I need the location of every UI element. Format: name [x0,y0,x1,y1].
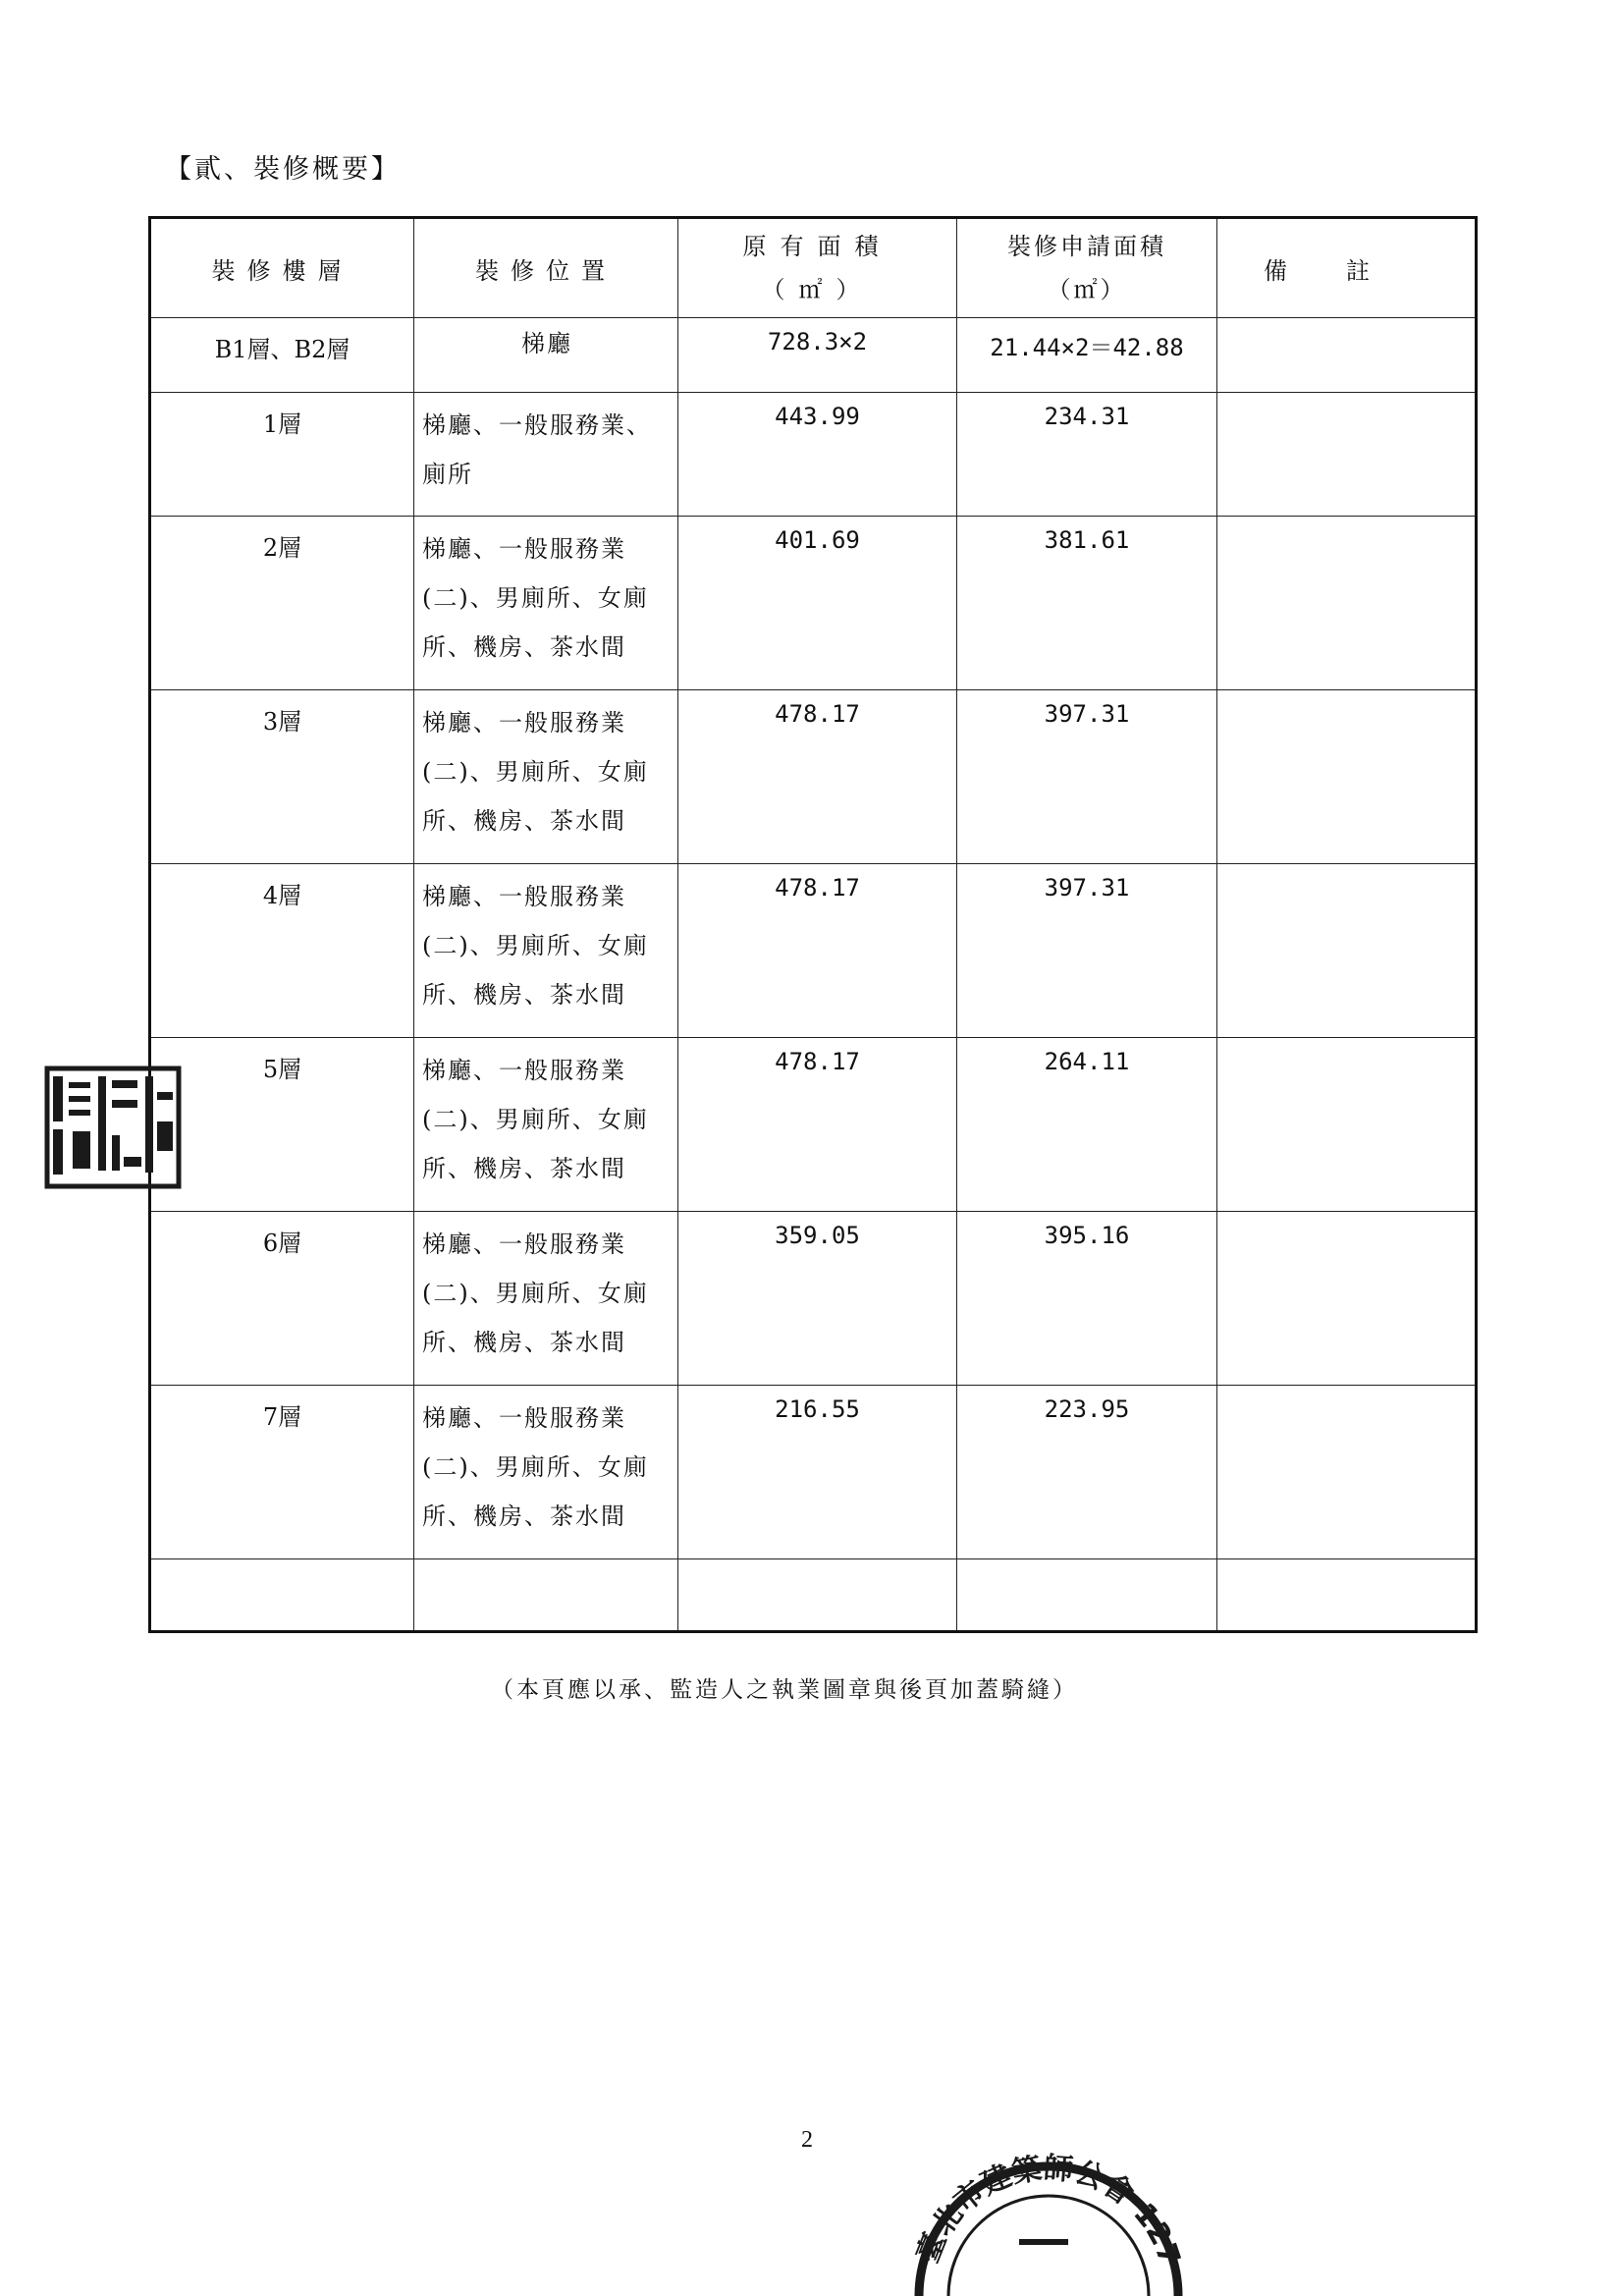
location-cell: 梯廳、一般服務業(二)、男廁所、女廁所、機房、茶水間 [414,1038,678,1212]
table-row [150,864,1477,1038]
floor-cell [150,1559,414,1632]
remarks-cell [1217,1212,1477,1386]
applied-area-cell: 223.95 [957,1386,1217,1559]
floor-cell: 1層 [150,393,414,517]
remarks-cell [1217,1559,1477,1632]
location-cell: 梯廳、一般服務業(二)、男廁所、女廁所、機房、茶水間 [414,690,678,864]
table-row [150,1212,1477,1386]
floor-cell: 3層 [150,690,414,864]
remarks-cell [1217,690,1477,864]
applied-area-cell: 395.16 [957,1212,1217,1386]
location-cell: 梯廳、一般服務業、廁所 [414,393,678,517]
floor-cell: 7層 [150,1386,414,1559]
header-applied-area-unit: （㎡） [1047,276,1127,303]
applied-area-cell: 397.31 [957,864,1217,1038]
footnote: （本頁應以承、監造人之執業圖章與後頁加蓋騎縫） [491,1677,1078,1703]
original-area-cell: 728.3×2 [678,318,957,393]
section-title: 【貳、裝修概要】 [165,154,401,185]
location-cell: 梯廳、一般服務業(二)、男廁所、女廁所、機房、茶水間 [414,1386,678,1559]
applied-area-cell: 234.31 [957,393,1217,517]
original-area-cell: 478.17 [678,1038,957,1212]
header-applied-area [957,218,1217,318]
header-original-area [678,218,957,318]
left-seal-stamp [43,1063,183,1192]
applied-area-cell: 264.11 [957,1038,1217,1212]
original-area-cell: 478.17 [678,864,957,1038]
table-row [150,690,1477,864]
original-area-cell: 478.17 [678,690,957,864]
location-cell: 梯廳 [414,318,678,393]
remarks-cell [1217,1386,1477,1559]
applied-area-cell [957,1559,1217,1632]
location-cell: 梯廳、一般服務業(二)、男廁所、女廁所、機房、茶水間 [414,1212,678,1386]
floor-cell: 4層 [150,864,414,1038]
header-original-area-unit: （㎡） [761,276,874,303]
original-area-cell: 216.55 [678,1386,957,1559]
floor-cell: B1層、B2層 [150,318,414,393]
remarks-cell [1217,517,1477,690]
header-location: 裝修位置 [414,218,678,318]
applied-area-cell: 381.61 [957,517,1217,690]
floor-cell: 5層 [150,1038,414,1212]
bottom-seal-stamp [903,2092,1188,2296]
original-area-cell [678,1559,957,1632]
svg-text:臺北市建築師公會 127: 臺北市建築師公會 127 [910,2151,1187,2269]
header-floor: 裝修樓層 [150,218,414,318]
table-row [150,393,1477,517]
original-area-cell: 359.05 [678,1212,957,1386]
original-area-cell: 401.69 [678,517,957,690]
remarks-cell [1217,393,1477,517]
table-row [150,1038,1477,1212]
applied-area-cell: 397.31 [957,690,1217,864]
table-row [150,318,1477,393]
location-cell: 梯廳、一般服務業(二)、男廁所、女廁所、機房、茶水間 [414,864,678,1038]
table-header [150,218,1477,318]
remarks-cell [1217,864,1477,1038]
remarks-cell [1217,318,1477,393]
applied-area-cell: 21.44×2＝42.88 [957,318,1217,393]
floor-cell: 2層 [150,517,414,690]
location-cell [414,1559,678,1632]
table-row-empty [150,1559,1477,1632]
renovation-summary-table [148,216,1478,1633]
location-cell: 梯廳、一般服務業(二)、男廁所、女廁所、機房、茶水間 [414,517,678,690]
original-area-cell: 443.99 [678,393,957,517]
header-original-area-label: 原有面積 [742,233,892,260]
table-row [150,1386,1477,1559]
table-row [150,517,1477,690]
floor-cell: 6層 [150,1212,414,1386]
page-number: 2 [801,2127,813,2153]
remarks-cell [1217,1038,1477,1212]
header-applied-area-label: 裝修申請面積 [1007,233,1166,260]
header-remarks: 備註 [1217,218,1477,318]
